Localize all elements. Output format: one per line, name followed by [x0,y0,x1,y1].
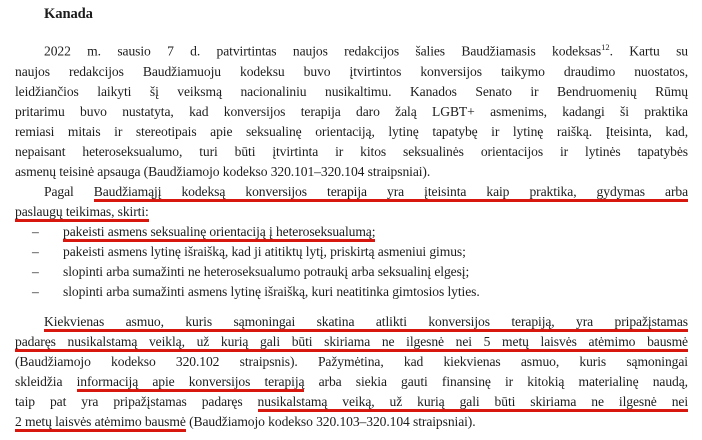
bullet-dash: – [32,243,39,259]
text-segment: (Baudžiamojo kodekso 320.103–320.104 straipsniai). [185,413,476,429]
text-line [15,412,688,432]
text-segment: nepaisant heteroseksualumo, turi būti įtvirtinta ir kitos seksualinės orientacijos ir lytinės tapatybės [15,143,688,159]
text-segment: . Kartu su [609,43,688,59]
red-underlined-text: nusikalstamą veiką, už kurią gali būti skiriama ne ilgesnė nei [258,394,688,413]
section-heading: Kanada [44,6,93,22]
text-line [15,332,688,352]
text-segment: (Baudžiamojo kodekso 320.102 straipsnis). Pažymėtina, kad kiekvienas asmuo, kuris sąmoningai [15,353,688,369]
text-segment: 2022 m. sausio 7 d. patvirtintas naujos redakcijos šalies Baudžiamasis kodeksas [44,43,602,59]
list-item [15,282,688,302]
text-line [15,202,688,222]
bullet-dash: – [32,283,39,299]
text-segment: pritarimu buvo nustatyta, kad konversijos terapija daro žalą LGBT+ asmenims, kadangi ši praktika [15,103,688,119]
list-item [15,262,688,282]
document-body [15,37,688,432]
bullet-dash: – [32,223,39,239]
text-segment: asmenų teisinė apsauga (Baudžiamojo kodekso 320.101–320.104 straipsniai). [15,163,431,179]
text-line [15,162,688,182]
text-segment: pakeisti asmens lytinę išraišką, kad ji atitiktų lytį, priskirtą asmeniui gimus; [63,243,466,259]
text-segment: slopinti arba sumažinti asmens lytinę išraišką, kuri neatitinka gimtosios lyties. [63,283,480,299]
text-segment: remiasi mitais ir stereotipais apie seksualinę orientaciją, lytinę tapatybę ir lytinę raišką. Įteisinta, kad, [15,123,688,139]
red-underlined-text: paslaugų teikimas, skirti: [15,204,149,223]
text-segment: Pagal [44,183,94,199]
red-underlined-text: informaciją apie konversijos terapiją [77,374,305,393]
text-segment: taip pat yra pripažįstamas padaręs [15,393,258,409]
red-underlined-text: Kiekvienas asmuo, kuris sąmoningai skatina atlikti konversijos terapiją, yra pripažįstamas [44,314,688,333]
text-line [15,142,688,162]
text-line [15,182,688,202]
list-item [15,222,688,242]
red-underlined-text: padaręs nusikalstamą veiklą, už kurią gali būti skiriama ne ilgesnė nei 5 metų laisvės atėmimo bausmė [15,334,688,353]
text-line [15,82,688,102]
red-underlined-text: 2 metų laisvės atėmimo bausmė [15,414,186,433]
list-item [15,242,688,262]
text-line [15,37,688,62]
text-line [15,312,688,332]
text-segment: arba siekia gauti finansinę ir kitokią materialinę naudą, [304,373,688,389]
red-underlined-text: pakeisti asmens seksualinę orientaciją į heteroseksualumą; [63,224,375,243]
text-segment: leidžiančios laikyti šį veiksmą nacionaliniu nusikaltimu. Kanados Senato ir Bendruomenių Rūmų [15,83,688,99]
text-line [15,62,688,82]
text-line [15,392,688,412]
text-line [15,122,688,142]
red-underlined-text: Baudžiamąjį kodeksą konversijos terapija yra įteisinta kaip praktika, gydymas arba [94,184,688,203]
text-segment: naujos redakcijos Baudžiamuoju kodeksu buvo įtvirtintos konversijos taikymo draudimo nuostatos, [15,63,688,79]
text-line [15,102,688,122]
text-line [15,372,688,392]
bullet-dash: – [32,263,39,279]
text-segment: skleidžia [15,373,77,389]
text-line [15,352,688,372]
footnote-marker: 12 [601,42,610,52]
text-segment: slopinti arba sumažinti ne heteroseksualumo potraukį arba seksualinį elgesį; [63,263,470,279]
